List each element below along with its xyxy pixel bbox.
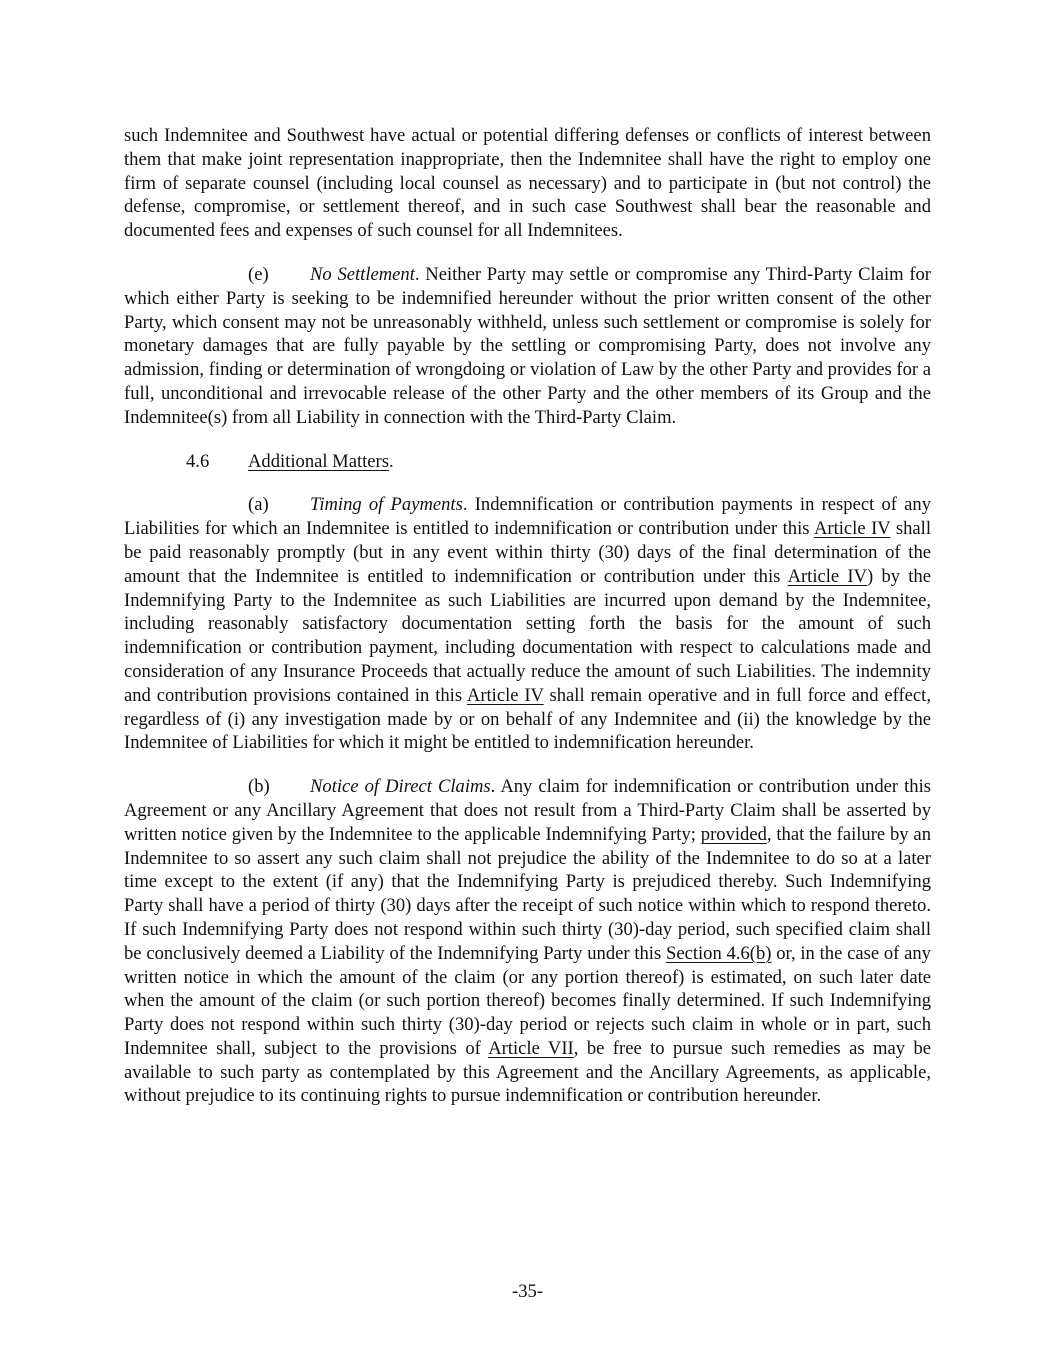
clause-text: , that the failure by an Indemnitee to so assert any such claim shall not prejudice the ability of the Indemnitee to do so at a later time except to the extent (if any) that the Indemnifying Party is prejudiced thereby. Such Indemnifying Party shall have a period of thirty (30) days after the receipt of such notice within which to respond thereto. If such Indemnifying Party does not respond within such thirty (30)-day period, such specified claim shall be conclusively deemed a Liability of the Indemnifying Party under this (124, 823, 931, 964)
paragraph-e-no-settlement (124, 263, 931, 430)
clause-label: (e) (248, 263, 269, 285)
clause-text: or, in the case of any written notice in which the amount of the claim (or any portion thereof) is estimated, on such later date when the amount of the claim (or such portion thereof) becomes finally determined. If such Indemnifying Party does not respond within such thirty (30)-day period or rejects such claim in whole or in part, such Indemnitee shall, subject to the provisions of (124, 942, 931, 1059)
clause-text: ) by the Indemnifying Party to the Indemnitee as such Liabilities are incurred upon demand by the Indemnitee, including reasonably satisfactory documentation setting forth the basis for the amount of such indemnification or contribution payment, including documentation with respect to calculations made and consideration of any Insurance Proceeds that actually reduce the amount of such Liabilities. The indemnity and contribution provisions contained in this (124, 565, 931, 706)
section-title-period: . (388, 450, 394, 472)
clause-text: shall remain operative and in full force and effect, regardless of (i) any investigation made by or on behalf of any Indemnitee and (ii) the knowledge by the Indemnitee of Liabilities for which it might be entitled to indemnification hereunder. (124, 684, 931, 754)
section-number: 4.6 (186, 450, 210, 472)
clause-text: . Any claim for indemnification or contribution under this Agreement or any Ancillary Agreement that does not result from a Third-Party Claim shall be asserted by written notice given by the Indemnitee to the applicable Indemnifying Party; (124, 776, 931, 845)
clause-label: (b) (248, 776, 270, 798)
paragraph-continuation (124, 124, 931, 243)
clause-text: , be free to pursue such remedies as may be available to such party as contemplated by this Agreement and the Ancillary Agreements, as applicable, without prejudice to its continuing rights to pursue indemnification or contribution hereunder. (124, 1037, 932, 1107)
page-number: -35- (512, 1281, 543, 1302)
cross-reference-link: Article IV (813, 518, 891, 540)
cross-reference-link: Section 4.6(b) (665, 942, 772, 964)
cross-reference-link: Article IV (466, 684, 544, 706)
paragraph-a-timing-of-payments (124, 493, 931, 755)
defined-term-provided: provided (700, 823, 767, 845)
clause-text: shall be paid reasonably promptly (but in any event within thirty (30) days of the final determination of the amount that the Indemnitee is entitled to indemnification or contribution under this (124, 518, 931, 587)
clause-heading: No Settlement (310, 263, 415, 285)
section-heading-4-6 (124, 450, 931, 474)
cross-reference-link: Article IV (787, 565, 868, 587)
clause-heading: Notice of Direct Claims (310, 776, 491, 798)
cross-reference-link: Article VII (488, 1037, 574, 1059)
clause-text: . Indemnification or contribution payments in respect of any Liabilities for which an Indemnitee is entitled to indemnification or contribution under this (124, 494, 931, 540)
clause-text: . Neither Party may settle or compromise any Third-Party Claim for which either Party is seeking to be indemnified hereunder without the prior written consent of the other Party, which consent may not be unreasonably withheld, unless such settlement or compromise is solely for monetary damages that are fully payable by the settling or compromising Party, does not involve any admission, finding or determination of wrongdoing or violation of Law by the other Party and provides for a full, unconditional and irrevocable release of the other Party and the other members of its Group and the Indemnitee(s) from all Liability in connection with the Third-Party Claim. (124, 263, 931, 428)
clause-label: (a) (248, 494, 269, 516)
section-title: Additional Matters (248, 450, 389, 472)
clause-heading: Timing of Payments (310, 494, 463, 516)
paragraph-b-notice-of-direct-claims (124, 775, 931, 1108)
document-body (124, 124, 931, 1128)
paragraph-text: such Indemnitee and Southwest have actual or potential differing defenses or conflicts of interest between them that make joint representation inappropriate, then the Indemnitee shall have the right to employ one firm of separate counsel (including local counsel as necessary) and to participate in (but not control) the defense, compromise, or settlement thereof, and in such case Southwest shall bear the reasonable and documented fees and expenses of such counsel for all Indemnitees. (124, 125, 931, 242)
